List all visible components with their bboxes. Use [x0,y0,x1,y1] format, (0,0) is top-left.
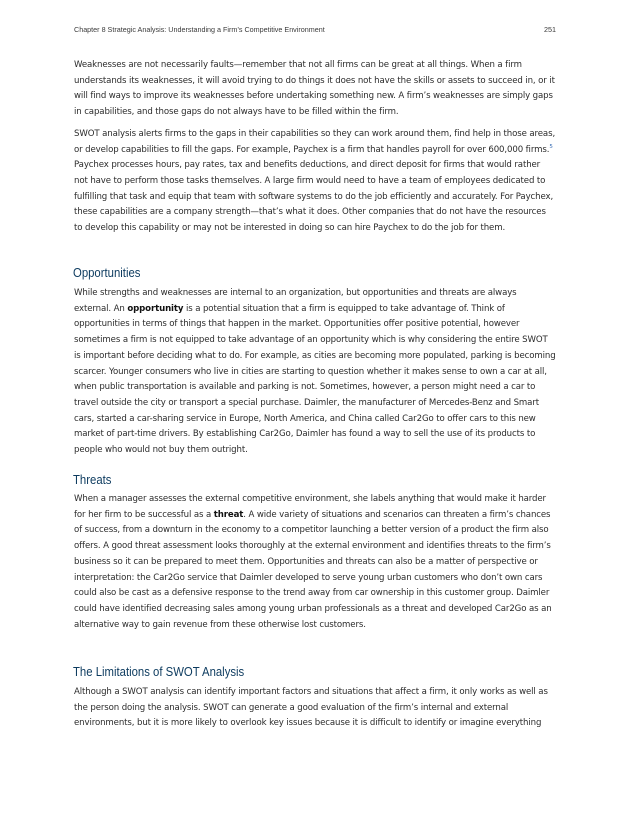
limitations-section [74,685,556,738]
paragraph-limitations: Although a SWOT analysis can identify important factors and situations that affect a firm, it only works as well as the person doing the analysis. SWOT can generate a good evaluation of the firm’s internal and external environments, but it is more likely to overlook key issues because it is difficult to identify or imagine everything [74,687,548,729]
paragraph-swot-gaps [74,127,556,237]
heading-opportunities: Opportunities [73,265,141,280]
paragraph-opportunities [74,286,556,459]
paragraph-text: Paychex processes hours, pay rates, tax and benefits deductions, and direct deposit for firms that would rather not have to perform those tasks themselves. A large firm would need to have a team of employees dedicated to fulfilling that task and equip that team with software systems to do the job efficiently and accurately. For Paychex, these capabilities are a company strength—that’s what it does. Other companies that do not have the resources to develop this capability or may not be interested in doing so can hire Paychex to do the job for them. [74,160,554,234]
key-term-opportunity: opportunity [127,303,184,314]
paragraph-text: SWOT analysis alerts firms to the gaps in their capabilities so they can work around them, find help in those areas, or develop capabilities to fill the gaps. For example, Paychex is a firm that handles payroll for over 600,000 firms. [74,128,556,155]
intro-section [74,58,556,243]
paragraph-text: While strengths and weaknesses are internal to an organization, but opportunities and threats are always external. An [74,288,517,314]
paragraph-weaknesses: Weaknesses are not necessarily faults—remember that not all firms can be great at all things. When a firm understands its weaknesses, it will avoid trying to do things it does not have the skills or assets to succeed in, or it will find ways to improve its weaknesses before undertaking something new. A firm’s weaknesses are simply gaps in capabilities, and those gaps do not always have to be filled within the firm. [74,60,555,118]
key-term-threat: threat [213,509,244,520]
running-header-page-number: 251 [544,25,556,34]
heading-threats: Threats [73,472,112,487]
paragraph-text: is a potential situation that a firm is equipped to take advantage of. Think of opportunities in terms of things that happen in the market. Opportunities offer positive potential, however sometimes a firm is not equipped to take advantage of an opportunity which is why considering the entire SWOT is important before deciding what to do. For example, as cities are becoming more populated, parking is becoming scarcer. Younger consumers who live in cities are starting to question whether it makes sense to own a car at all, when public transportation is available and parking is not. Sometimes, however, a person might need a car to travel outside the city or transport a special purchase. Daimler, the manufacturer of Mercedes-Benz and Smart cars, started a car-sharing service in Europe, North America, and China called Car2Go to offer cars to this new market of part-time drivers. By establishing Car2Go, Daimler has found a way to sell the use of its products to people who would not buy them outright. [74,303,556,456]
paragraph-text: When a manager assesses the external competitive environment, she labels anything that would make it harder for her firm to be successful as a [74,494,546,520]
opportunities-section [74,286,556,465]
heading-limitations-of-swot: The Limitations of SWOT Analysis [73,664,245,679]
running-header-chapter-title: Chapter 8 Strategic Analysis: Understanding a Firm’s Competitive Environment [74,25,325,34]
paragraph-threats [74,492,556,633]
footnote-reference-link[interactable]: 5 [549,143,553,150]
paragraph-text: . A wide variety of situations and scenarios can threaten a firm’s chances of success, from a downturn in the economy to a competitor launching a better version of a product the firm also offers. A good threat assessment looks thoroughly at the external environment and identifies threats to the firm’s business so it can be prepared to meet them. Opportunities and threats can also be a matter of perspective or interpretation: the Car2Go service that Daimler developed to serve young urban customers who don’t own cars could also be cast as a defensive response to the trend away from car ownership in this customer group. Daimler could have identified decreasing sales among young urban professionals as a threat and developed Car2Go as an alternative way to gain revenue from these otherwise lost customers. [74,509,552,630]
threats-section [74,492,556,639]
